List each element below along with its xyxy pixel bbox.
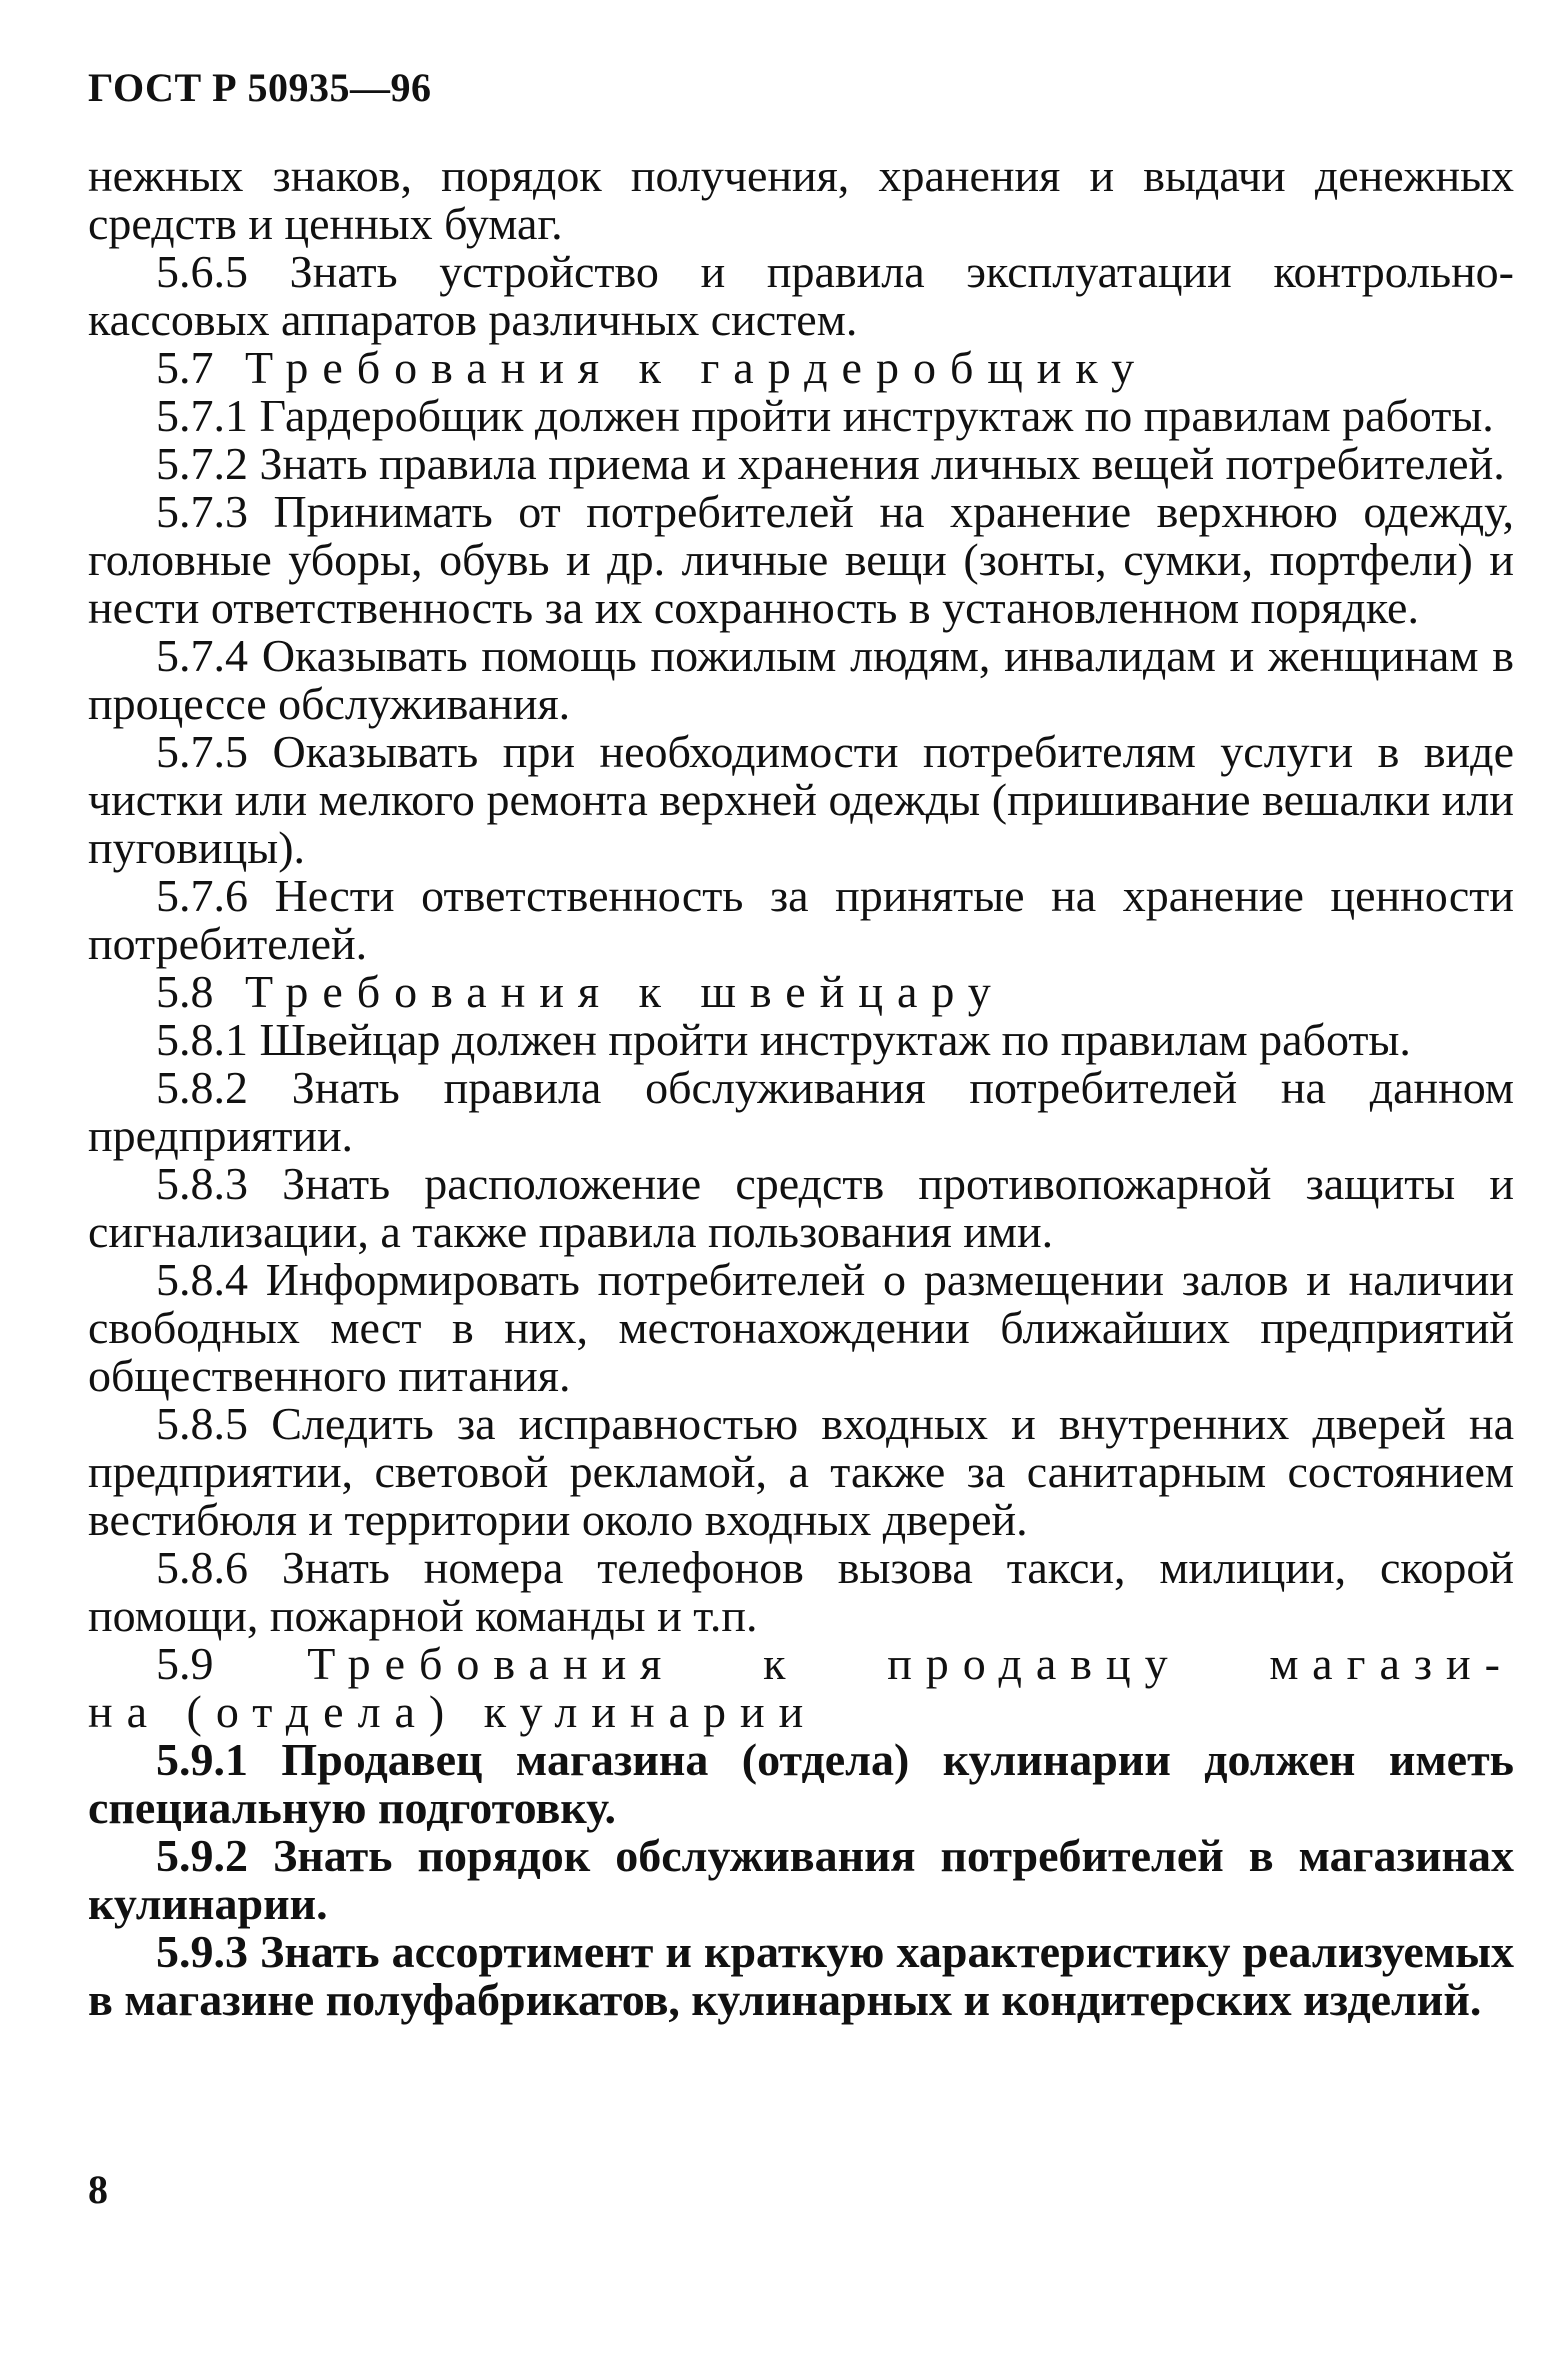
standard-header: ГОСТ Р 50935—96 (88, 65, 432, 110)
page-number: 8 (88, 2167, 108, 2212)
document-body (88, 152, 1514, 2024)
paragraph-5-7-1: 5.7.1 Гардеробщик должен пройти инструктаж по правилам работы. (156, 390, 1494, 441)
paragraph-5-8-3: 5.8.3 Знать расположение средств противопожарной защиты и сигнализации, а также правила пользования ими. (88, 1158, 1514, 1257)
paragraph-continuation: нежных знаков, порядок получения, хранения и выдачи денежных средств и ценных бумаг. (88, 150, 1514, 249)
paragraph-5-6-5: 5.6.5 Знать устройство и правила эксплуатации контрольно-кассовых аппаратов различных систем. (88, 246, 1514, 345)
section-heading-5-9-continued (88, 1688, 1514, 1736)
paragraph-5-8-2: 5.8.2 Знать правила обслуживания потребителей на данном предприятии. (88, 1062, 1514, 1161)
paragraph-5-8-6: 5.8.6 Знать номера телефонов вызова такси, милиции, скорой помощи, пожарной команды и т.п. (88, 1542, 1514, 1641)
section-title: Требования к гардеробщику (245, 342, 1149, 393)
section-number: 5.8 (156, 966, 214, 1017)
section-title: Требования к швейцару (245, 966, 1005, 1017)
paragraph-5-7-4: 5.7.4 Оказывать помощь пожилым людям, инвалидам и женщинам в процессе обслуживания. (88, 630, 1514, 729)
section-title-line-2: на (отдела) кулинарии (88, 1686, 818, 1737)
section-number: 5.9 (156, 1638, 214, 1689)
section-title-line-1: Требования к продавцу магази- (307, 1638, 1514, 1689)
paragraph-5-8-4: 5.8.4 Информировать потребителей о размещении залов и наличии свободных мест в них, местонахождении ближайших предприятий общественного питания. (88, 1254, 1514, 1401)
paragraph-5-9-1: 5.9.1 Продавец магазина (отдела) кулинарии должен иметь специальную подготовку. (88, 1734, 1514, 1833)
paragraph-5-7-5: 5.7.5 Оказывать при необходимости потребителям услуги в виде чистки или мелкого ремонта верхней одежды (пришивание вешалки или пуговицы). (88, 726, 1514, 873)
paragraph-5-9-2: 5.9.2 Знать порядок обслуживания потребителей в магазинах кулинарии. (88, 1830, 1514, 1929)
section-heading-5-7 (88, 344, 1514, 392)
paragraph-5-7-6: 5.7.6 Нести ответственность за принятые на хранение ценности потребителей. (88, 870, 1514, 969)
paragraph-5-9-3: 5.9.3 Знать ассортимент и краткую характеристику реализуемых в магазине полуфабрикатов, кулинарных и кондитерских изделий. (88, 1926, 1514, 2025)
paragraph-5-8-1: 5.8.1 Швейцар должен пройти инструктаж по правилам работы. (156, 1014, 1411, 1065)
paragraph-5-7-3: 5.7.3 Принимать от потребителей на хранение верхнюю одежду, головные уборы, обувь и др. личные вещи (зонты, сумки, портфели) и нести ответственность за их сохранность в установленном порядке. (88, 486, 1514, 633)
section-heading-5-8 (88, 968, 1514, 1016)
section-number: 5.7 (156, 342, 214, 393)
paragraph-5-7-2: 5.7.2 Знать правила приема и хранения личных вещей потребителей. (156, 438, 1505, 489)
paragraph-5-8-5: 5.8.5 Следить за исправностью входных и внутренних дверей на предприятии, световой рекламой, а также за санитарным состоянием вестибюля и территории около входных дверей. (88, 1398, 1514, 1545)
section-heading-5-9 (88, 1640, 1514, 1688)
